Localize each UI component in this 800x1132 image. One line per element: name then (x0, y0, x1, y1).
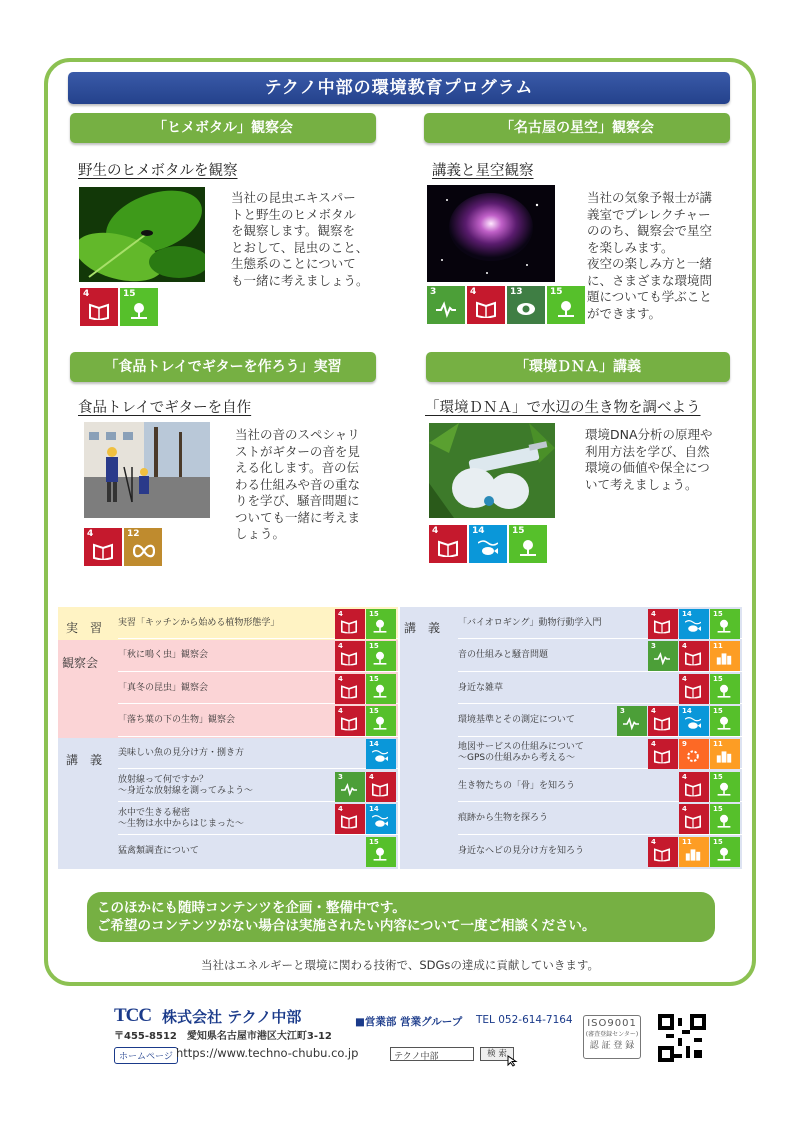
sdg-icon-group (335, 706, 396, 736)
sdg-15-icon: 15 (710, 674, 740, 704)
sdg-15-icon: 15 (120, 288, 158, 326)
sdg-icon-group (617, 706, 740, 736)
program-name: 「真冬の昆虫」観察会 (118, 682, 209, 693)
sdg-3-icon: 3 (648, 641, 678, 671)
cta-line-1: このほかにも随時コンテンツを企画・整備中です。 (97, 900, 406, 916)
sdg-14-icon: 14 (679, 609, 709, 639)
sdg-4-icon: 4 (467, 286, 505, 324)
section-banner-edna: 「環境ＤＮＡ」講義 (426, 352, 730, 382)
section-banner-himebotaru: 「ヒメボタル」観察会 (70, 113, 376, 143)
sdg-3-icon: 3 (427, 286, 465, 324)
program-name: 水中で生きる秘密 ～生物は水中からはじまった～ (118, 807, 245, 829)
sdg-4-icon: 4 (335, 641, 365, 671)
sdg-icon-group (648, 609, 740, 639)
iso-badge: ISO9001 (審査登録センター) 認 証 登 録 (583, 1015, 641, 1059)
sdg-15-icon: 15 (366, 609, 396, 639)
program-name: 地図サービスの仕組みについて ～GPSの仕組みから考える～ (458, 742, 584, 764)
sdg-4-icon: 4 (648, 706, 678, 736)
sdg-14-icon: 14 (366, 739, 396, 769)
table-row (458, 608, 742, 639)
cursor-icon (507, 1055, 519, 1067)
sdg-3-icon: 3 (617, 706, 647, 736)
sdg-3-icon: 3 (335, 772, 365, 802)
sdg-4-icon: 4 (679, 772, 709, 802)
table-row (458, 738, 742, 769)
sdg-icon-group (335, 641, 396, 671)
sdgs-tagline: 当社はエネルギーと環境に関わる技術で、SDGsの達成に貢献していきます。 (201, 958, 599, 972)
section-description-himebotaru: 当社の昆虫エキスパー トと野生のヒメボタル を観察します。観察を とおして、昆虫のこと、 生態系のことについて も一緒に考えましょう。 (231, 190, 369, 288)
sdg-icon-group (648, 641, 740, 671)
program-name: 「落ち葉の下の生物」観察会 (118, 715, 236, 726)
sdg-4-icon: 4 (648, 739, 678, 769)
company-name: 株式会社 テクノ中部 (162, 1008, 302, 1026)
table-row (118, 738, 398, 769)
sdg-icons-himebotaru (80, 288, 158, 326)
department: ■営業部 営業グループ (355, 1016, 463, 1028)
table-row (118, 804, 398, 835)
program-name: 美味しい魚の見分け方・捌き方 (118, 747, 245, 758)
table-row (118, 673, 398, 704)
search-button[interactable]: 検 索 (480, 1047, 514, 1061)
program-name: 「秋に鳴く虫」観察会 (118, 650, 209, 661)
sdg-14-icon: 14 (679, 706, 709, 736)
program-name: 痕跡から生物を探ろう (458, 813, 549, 824)
sdg-4-icon: 4 (335, 674, 365, 704)
sdg-4-icon: 4 (648, 837, 678, 867)
sdg-4-icon: 4 (335, 609, 365, 639)
table-row (118, 608, 398, 639)
table-row (458, 706, 742, 737)
section-subtitle-edna: 「環境ＤＮＡ」で水辺の生き物を調べよう (425, 400, 701, 416)
cta-line-2: ご希望のコンテンツがない場合は実施されたい内容について一度ご相談ください。 (97, 918, 596, 934)
firefly-photo (79, 187, 205, 282)
program-table (58, 607, 742, 869)
sdg-11-icon: 11 (710, 641, 740, 671)
sdg-15-icon: 15 (710, 804, 740, 834)
sdg-4-icon: 4 (335, 804, 365, 834)
homepage-label: ホームページ (114, 1047, 178, 1064)
sdg-9-icon: 9 (679, 739, 709, 769)
sdg-4-icon: 4 (335, 706, 365, 736)
company-address: 〒455-8512 愛知県名古屋市港区大江町3-12 (114, 1031, 332, 1042)
consultation-banner (87, 892, 715, 942)
page-title: テクノ中部の環境教育プログラム (68, 72, 730, 104)
section-subtitle-hoshizora: 講義と星空観察 (432, 163, 534, 179)
table-row (118, 641, 398, 672)
section-description-guitar: 当社の音のスペシャリ ストがギターの音を見 える化します。音の伝 わる仕組みや音の重な りを学び、騒音問題に ついても一緒に考えま しょう。 (235, 427, 361, 541)
sdg-4-icon: 4 (679, 641, 709, 671)
sdg-icon-group (366, 739, 396, 769)
table-row (458, 836, 742, 867)
table-row (458, 804, 742, 835)
program-name: 実習「キッチンから始める植物形態学」 (118, 617, 280, 628)
table-row (458, 673, 742, 704)
sdg-icon-group (679, 674, 740, 704)
sdg-14-icon: 14 (366, 804, 396, 834)
sdg-4-icon: 4 (84, 528, 122, 566)
category-jisshu: 実 習 (66, 621, 103, 635)
sdg-11-icon: 11 (710, 739, 740, 769)
table-row (118, 706, 398, 737)
program-name: 「バイオロギング」動物行動学入門 (458, 617, 602, 628)
category-kougi-right: 講 義 (404, 621, 441, 635)
homepage-url[interactable]: https://www.techno-chubu.co.jp (176, 1046, 359, 1060)
program-name: 生き物たちの「骨」を知ろう (458, 780, 576, 791)
program-name: 環境基準とその測定について (458, 715, 575, 726)
water-sampling-photo (429, 423, 555, 518)
program-name: 身近な雑草 (458, 682, 504, 693)
sdg-11-icon: 11 (679, 837, 709, 867)
section-subtitle-himebotaru: 野生のヒメボタルを観察 (78, 163, 238, 179)
sdg-icon-group (648, 739, 740, 769)
table-row (118, 836, 398, 867)
sdg-15-icon: 15 (366, 706, 396, 736)
sdg-icon-group (335, 772, 396, 802)
sdg-icon-group (648, 837, 740, 867)
qr-code-icon (658, 1014, 706, 1062)
sdg-15-icon: 15 (710, 609, 740, 639)
sdg-icons-edna (429, 525, 547, 563)
telephone: TEL 052-614-7164 (476, 1014, 573, 1026)
sdg-4-icon: 4 (366, 772, 396, 802)
sdg-15-icon: 15 (710, 706, 740, 736)
sdg-15-icon: 15 (710, 837, 740, 867)
sdg-4-icon: 4 (679, 804, 709, 834)
field-measurement-photo (84, 422, 210, 518)
section-subtitle-guitar: 食品トレイでギターを自作 (78, 400, 252, 416)
sdg-icon-group (366, 837, 396, 867)
section-banner-guitar: 「食品トレイでギターを作ろう」実習 (70, 352, 376, 382)
sdg-14-icon: 14 (469, 525, 507, 563)
program-name: 音の仕組みと騒音問題 (458, 650, 549, 661)
sdg-15-icon: 15 (366, 641, 396, 671)
sdg-icon-group (335, 804, 396, 834)
footer (0, 1000, 800, 1070)
program-name: 放射線って何ですか？ ～身近な放射線を測ってみよう～ (118, 775, 254, 796)
sdg-12-icon: 12 (124, 528, 162, 566)
program-name: 身近なヘビの見分け方を知ろう (458, 846, 585, 857)
section-banner-hoshizora: 「名古屋の星空」観察会 (424, 113, 730, 143)
sdg-icons-hoshizora (427, 286, 585, 324)
sdg-15-icon: 15 (509, 525, 547, 563)
category-kansatsu: 観察会 (62, 656, 99, 670)
sdg-icon-group (679, 804, 740, 834)
sdg-icon-group (679, 772, 740, 802)
company-logo: TCC (114, 1005, 152, 1026)
sdg-4-icon: 4 (648, 609, 678, 639)
sdg-15-icon: 15 (710, 772, 740, 802)
sdg-icon-group (335, 674, 396, 704)
program-name: 猛禽類調査について (118, 846, 199, 857)
nebula-photo (427, 185, 555, 282)
search-field[interactable]: テクノ中部 (390, 1047, 474, 1061)
sdg-icon-group (335, 609, 396, 639)
sdg-15-icon: 15 (547, 286, 585, 324)
section-description-hoshizora: 当社の気象予報士が講 義室でプレレクチャー ののち、観察会で星空 を楽しみます。 夜空の楽しみ方と一緒 に、さまざまな環境問 題についても学ぶこと ができます。 (587, 190, 713, 321)
sdg-4-icon: 4 (429, 525, 467, 563)
sdg-4-icon: 4 (679, 674, 709, 704)
sdg-4-icon: 4 (80, 288, 118, 326)
category-kougi: 講 義 (66, 753, 103, 767)
sdg-15-icon: 15 (366, 837, 396, 867)
sdg-13-icon: 13 (507, 286, 545, 324)
sdg-icons-guitar (84, 528, 162, 566)
table-row (458, 771, 742, 802)
table-row (118, 771, 398, 802)
table-row (458, 641, 742, 672)
sdg-15-icon: 15 (366, 674, 396, 704)
section-description-edna: 環境DNA分析の原理や 利用方法を学び、自然 環境の価値や保全につ いて考えましょう。 (585, 427, 713, 492)
